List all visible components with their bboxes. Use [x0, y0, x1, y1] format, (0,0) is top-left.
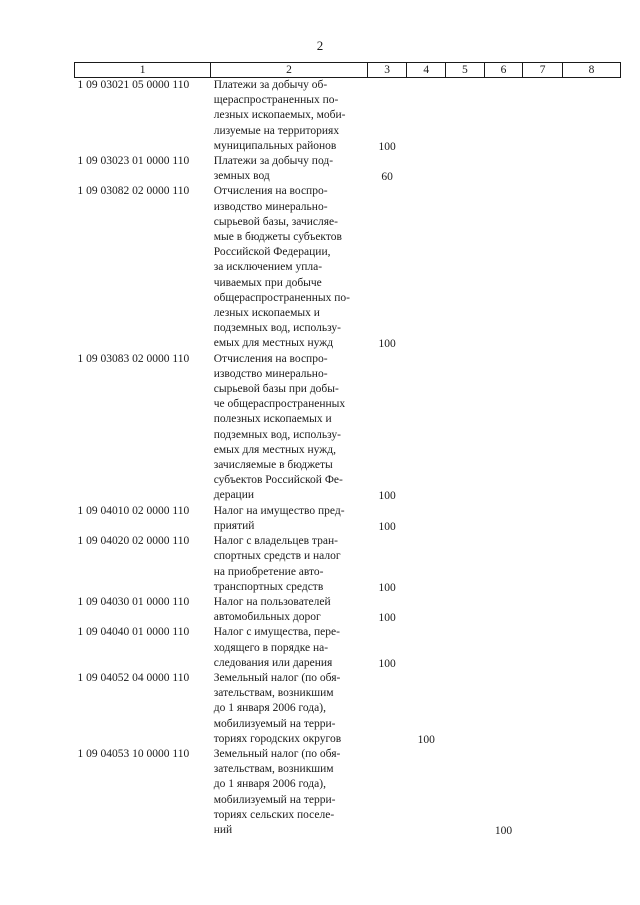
percentage-cell-col-8: [562, 534, 620, 595]
description-line: зачисляемые в бюджеты: [213, 459, 333, 472]
column-header: 7: [523, 63, 563, 78]
column-header: 6: [484, 63, 523, 78]
percentage-value: 100: [378, 657, 396, 670]
percentage-cell-col-4: [407, 154, 446, 184]
revenue-description: [211, 184, 368, 351]
percentage-cell-col-7: [523, 352, 563, 504]
percentage-cell-col-4: [407, 534, 446, 595]
percentage-cell-col-7: [523, 534, 563, 595]
percentage-cell-col-5: [446, 504, 485, 534]
percentage-value: 100: [378, 581, 396, 594]
description-line: субъектов Российской Фе-: [213, 474, 343, 487]
percentage-value: 100: [378, 338, 396, 351]
description-line: ториях городских округов: [213, 732, 342, 745]
description-line: Отчисления на воспро-: [213, 185, 328, 198]
description-line: лезных ископаемых, моби-: [213, 109, 346, 122]
description-line: изводство минерально-: [213, 200, 328, 213]
description-line: мобилизуемый на терри-: [213, 717, 336, 730]
description-line: ториях сельских поселе-: [213, 808, 335, 821]
description-line: сырьевой базы при добы-: [213, 383, 339, 396]
table-row: [75, 78, 621, 155]
table-row: [75, 504, 621, 534]
percentage-value: 60: [381, 171, 393, 184]
budget-classification-code: 1 09 04052 04 0000 110: [77, 671, 190, 684]
percentage-value: 100: [378, 140, 396, 153]
description-line: щераспространенных по-: [213, 94, 339, 107]
percentage-cell-col-8: [562, 78, 620, 155]
percentage-cell-col-7: [523, 671, 563, 747]
budget-classification-code: 1 09 03082 02 0000 110: [77, 185, 190, 198]
percentage-cell-col-8: [562, 747, 620, 838]
description-line: следования или дарения: [213, 656, 333, 669]
percentage-cell-col-8: [562, 154, 620, 184]
revenue-description: [211, 154, 368, 184]
description-line: спортных средств и налог: [213, 550, 341, 563]
percentage-cell-col-4: [407, 184, 446, 351]
description-line: мобилизуемый на терри-: [213, 793, 336, 806]
description-line: чиваемых при добыче: [213, 276, 322, 289]
budget-classification-code: 1 09 04030 01 0000 110: [77, 595, 190, 608]
budget-classification-code: 1 09 03023 01 0000 110: [77, 155, 190, 168]
percentage-cell-col-8: [562, 184, 620, 351]
percentage-cell-col-5: [446, 595, 485, 625]
percentage-cell-col-6: [484, 78, 523, 155]
percentage-cell-col-8: [562, 504, 620, 534]
description-line: Налог с имущества, пере-: [213, 626, 340, 639]
percentage-cell-col-5: [446, 78, 485, 155]
description-line: Налог с владельцев тран-: [213, 535, 338, 548]
description-line: изводство минерально-: [213, 367, 328, 380]
table-row: [75, 595, 621, 625]
table-row: [75, 352, 621, 504]
description-line: зательствам, возникшим: [213, 763, 334, 776]
percentage-value: 100: [378, 490, 396, 503]
page-number: 2: [316, 38, 324, 53]
percentage-cell-col-5: [446, 625, 485, 671]
revenue-description: [211, 625, 368, 671]
column-header: 4: [407, 63, 446, 78]
budget-classification-code: 1 09 04020 02 0000 110: [77, 535, 190, 548]
percentage-cell-col-6: [484, 595, 523, 625]
percentage-cell-col-5: [446, 534, 485, 595]
percentage-cell-col-3: [367, 78, 407, 155]
percentage-cell-col-7: [523, 747, 563, 838]
percentage-cell-col-3: [367, 534, 407, 595]
percentage-cell-col-7: [523, 184, 563, 351]
percentage-cell-col-3: [367, 595, 407, 625]
description-line: до 1 января 2006 года),: [213, 778, 326, 791]
percentage-cell-col-4: [407, 78, 446, 155]
percentage-cell-col-3: [367, 154, 407, 184]
budget-classification-code: 1 09 03083 02 0000 110: [77, 352, 190, 365]
description-line: до 1 января 2006 года),: [213, 702, 326, 715]
column-number-header-row: [75, 63, 621, 78]
description-line: транспортных средств: [213, 580, 324, 593]
percentage-cell-col-7: [523, 154, 563, 184]
percentage-cell-col-6: [484, 184, 523, 351]
table-row: [75, 154, 621, 184]
description-line: общераспространенных по-: [213, 291, 350, 304]
revenue-description: [211, 534, 368, 595]
percentage-cell-col-3: [367, 747, 407, 838]
description-line: автомобильных дорог: [213, 611, 321, 624]
percentage-cell-col-7: [523, 504, 563, 534]
percentage-cell-col-5: [446, 747, 485, 838]
percentage-cell-col-4: [407, 504, 446, 534]
description-line: лезных ископаемых и: [213, 307, 320, 320]
percentage-cell-col-5: [446, 184, 485, 351]
percentage-cell-col-8: [562, 595, 620, 625]
budget-classification-code: 1 09 04040 01 0000 110: [77, 626, 190, 639]
column-header: 2: [211, 63, 368, 78]
percentage-cell-col-6: [484, 671, 523, 747]
percentage-cell-col-4: [407, 671, 446, 747]
revenue-description: [211, 671, 368, 747]
percentage-cell-col-5: [446, 154, 485, 184]
percentage-cell-col-3: [367, 625, 407, 671]
description-line: ходящего в порядке на-: [213, 641, 329, 654]
percentage-cell-col-6: [484, 154, 523, 184]
percentage-cell-col-3: [367, 352, 407, 504]
percentage-cell-col-7: [523, 595, 563, 625]
description-line: Платежи за добычу об-: [213, 79, 328, 91]
description-line: емых для местных нужд,: [213, 443, 336, 456]
percentage-cell-col-6: [484, 534, 523, 595]
table-row: [75, 625, 621, 671]
description-line: Российской Федерации,: [213, 246, 331, 259]
percentage-cell-col-8: [562, 352, 620, 504]
percentage-value: 100: [494, 824, 513, 837]
description-line: Земельный налог (по обя-: [213, 747, 341, 760]
percentage-cell-col-3: [367, 504, 407, 534]
percentage-value: 100: [417, 733, 435, 746]
percentage-cell-col-8: [562, 671, 620, 747]
description-line: Платежи за добычу под-: [213, 155, 334, 168]
percentage-value: 100: [378, 612, 396, 625]
percentage-cell-col-4: [407, 625, 446, 671]
budget-classification-code: 1 09 03021 05 0000 110: [77, 79, 190, 91]
description-line: Земельный налог (по обя-: [213, 671, 341, 684]
percentage-cell-col-4: [407, 352, 446, 504]
description-line: Налог на имущество пред-: [213, 504, 345, 517]
revenue-description: [211, 504, 368, 534]
description-line: Отчисления на воспро-: [213, 352, 328, 365]
description-line: на приобретение авто-: [213, 565, 324, 578]
percentage-cell-col-3: [367, 184, 407, 351]
percentage-cell-col-7: [523, 78, 563, 155]
column-header: 8: [562, 63, 620, 78]
description-line: полезных ископаемых и: [213, 413, 332, 426]
description-line: приятий: [213, 519, 255, 532]
percentage-cell-col-8: [562, 625, 620, 671]
description-line: ний: [213, 823, 233, 836]
description-line: земных вод: [213, 170, 270, 183]
description-line: зательствам, возникшим: [213, 687, 334, 700]
description-line: че общераспространенных: [213, 398, 346, 411]
column-header: 1: [75, 63, 211, 78]
revenue-description: [211, 595, 368, 625]
revenue-description: [211, 747, 368, 838]
table-row: [75, 747, 621, 838]
table-row: [75, 534, 621, 595]
budget-classification-code: 1 09 04010 02 0000 110: [77, 504, 190, 517]
percentage-cell-col-6: [484, 504, 523, 534]
description-line: лизуемые на территориях: [213, 124, 340, 137]
percentage-cell-col-5: [446, 352, 485, 504]
percentage-cell-col-4: [407, 747, 446, 838]
description-line: за исключением упла-: [213, 261, 323, 274]
table-body: [75, 78, 621, 839]
description-line: дерации: [213, 489, 255, 502]
percentage-cell-col-7: [523, 625, 563, 671]
description-line: подземных вод, использу-: [213, 322, 341, 335]
percentage-cell-col-5: [446, 671, 485, 747]
table-row: [75, 184, 621, 351]
description-line: мые в бюджеты субъектов: [213, 231, 342, 244]
percentage-cell-col-6: [484, 747, 523, 838]
column-header: 3: [367, 63, 407, 78]
percentage-cell-col-4: [407, 595, 446, 625]
description-line: муниципальных районов: [213, 139, 337, 152]
percentage-cell-col-6: [484, 352, 523, 504]
column-header: 5: [446, 63, 485, 78]
budget-classification-code: 1 09 04053 10 0000 110: [77, 747, 190, 760]
percentage-value: 100: [378, 520, 396, 533]
percentage-cell-col-6: [484, 625, 523, 671]
table-row: [75, 671, 621, 747]
revenue-description: [211, 78, 368, 155]
revenue-description: [211, 352, 368, 504]
description-line: подземных вод, использу-: [213, 428, 341, 441]
description-line: сырьевой базы, зачисляе-: [213, 215, 338, 228]
description-line: емых для местных нужд: [213, 337, 334, 350]
budget-table: [74, 62, 621, 838]
percentage-cell-col-3: [367, 671, 407, 747]
description-line: Налог на пользователей: [213, 595, 331, 608]
